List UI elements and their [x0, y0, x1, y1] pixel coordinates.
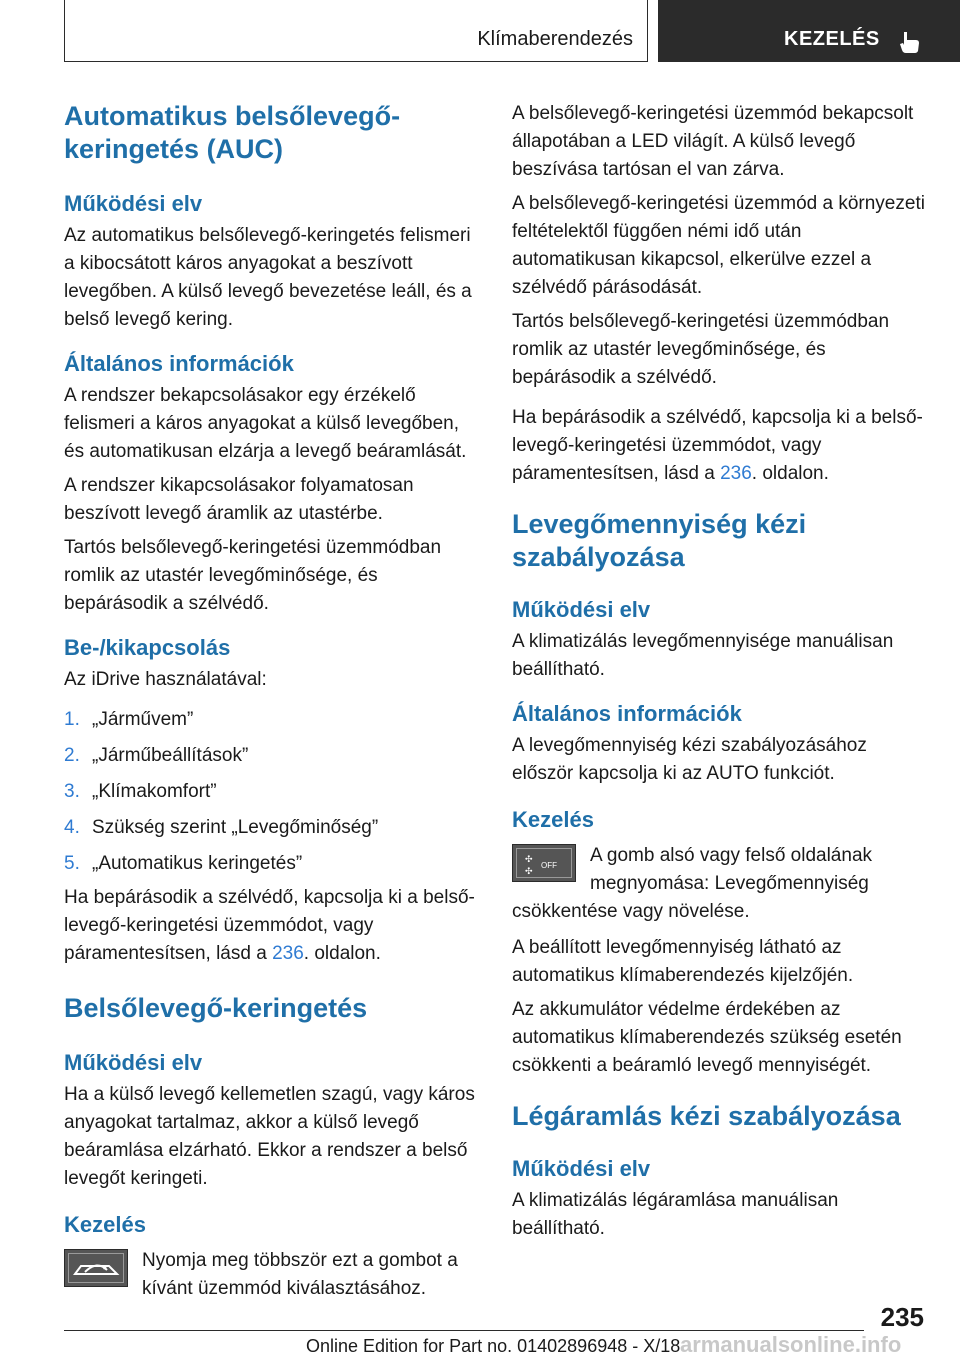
heading-general: Általános információk: [64, 351, 294, 376]
text-long: Tartós belsőlevegő-keringetési üzemmódban romlik az utastér levegőminősége, és bepárásodik a szélvédő.: [512, 311, 890, 388]
list-item: 5. „Automatikus keringetés”: [64, 853, 303, 874]
list-item: 4. Szükség szerint „Levegőminőség”: [64, 817, 379, 838]
heading-principle-right: Működési elv: [512, 597, 651, 622]
footer-divider: [64, 1330, 864, 1331]
heading-onoff: Be-/kikapcsolás: [64, 635, 231, 660]
text-general-1: A rendszer bekapcsolásakor egy érzékelő felismeri a káros anyagokat a külső levegőben, és automatikusan elzárja a levegő beáramlását.: [64, 385, 467, 462]
text-general-2: A rendszer kikapcsolásakor folyamatosan beszívott levegő áramlik az utastérbe.: [64, 475, 414, 524]
recirculation-car-icon: [64, 1249, 128, 1287]
page-link-236[interactable]: 236: [272, 943, 304, 964]
text-onoff: Az iDrive használatával:: [64, 669, 267, 690]
text-operation: Nyomja meg többször ezt a gombot a kívánt üzemmód kiválasztásához.: [142, 1250, 458, 1299]
text-principle-right-2: A klimatizálás légáramlása manuálisan beállítható.: [512, 1190, 839, 1239]
svg-text:✣: ✣: [525, 866, 533, 876]
heading-principle: Működési elv: [64, 191, 203, 216]
svg-text:✣: ✣: [525, 854, 533, 864]
heading-operation-right: Kezelés: [512, 807, 594, 832]
list-item: 3. „Klímakomfort”: [64, 781, 217, 802]
text-general-right: A levegőmennyiség kézi szabályozásához először kapcsolja ki az AUTO funkciót.: [512, 735, 867, 784]
steps-list: [64, 706, 478, 878]
heading-principle-right-2: Működési elv: [512, 1156, 651, 1181]
text-operation-right: A gomb alsó vagy felső oldalának megnyomása: Levegőmennyiség csökkentése vagy növelése.: [512, 845, 873, 922]
text-led: A belsőlevegő-keringetési üzemmód bekapcsolt állapotában a LED világít. A külső levegő beszívása tartósan el van zárva.: [512, 103, 914, 180]
text-principle-right: A klimatizálás levegőmennyisége manuálisan beállítható.: [512, 631, 894, 680]
page-number: 235: [880, 1302, 924, 1332]
heading-recirc: Belsőlevegő-keringetés: [64, 993, 368, 1023]
heading-principle-2: Működési elv: [64, 1050, 203, 1075]
heading-airflow: Légáramlás kézi szabályozása: [512, 1101, 901, 1131]
text-principle: Az automatikus belsőlevegő-keringetés felismeri a kibocsátott káros anyagokat a beszívott levegőben. A külső levegő bevezetése leáll, és a belső levegő kering.: [64, 225, 472, 330]
heading-general-right: Általános információk: [512, 701, 742, 726]
pointing-hand-icon: [898, 30, 920, 54]
header-chapter-box: [658, 0, 960, 62]
left-column: [64, 100, 478, 1303]
text-battery: Az akkumulátor védelme érdekében az automatikus klímaberendezés szükség esetén csökkenti a beáramló levegő mennyiségét.: [512, 999, 902, 1076]
section-title: Klímaberendezés: [477, 28, 633, 50]
header-section-box: [64, 0, 648, 62]
text-general-3: Tartós belsőlevegő-keringetési üzemmódban romlik az utastér levegőminősége, és bepárásodik a szélvédő.: [64, 537, 442, 614]
text-principle-2: Ha a külső levegő kellemetlen szagú, vagy káros anyagokat tartalmaz, akkor a külső levegő beáramlása elzárható. Ekkor a rendszer a belső levegőt keringeti.: [64, 1084, 475, 1189]
text-fog: Ha bepárásodik a szélvédő, kapcsolja ki a belső-levegő-keringetési üzemmódot, vagy páramentesítsen, lásd a 236. oldalon.: [64, 887, 475, 964]
text-auto-off: A belsőlevegő-keringetési üzemmód a környezeti feltételektől függően némi idő után automatikusan kikapcsol, elkerülve ezzel a szélvédő párásodását.: [512, 193, 925, 298]
text-display: A beállított levegőmennyiség látható az automatikus klímaberendezés kijelzőjén.: [512, 937, 854, 986]
svg-text:OFF: OFF: [541, 861, 557, 870]
list-item: 1. „Járművem”: [64, 709, 194, 730]
page-link-236[interactable]: 236: [720, 463, 752, 484]
heading-operation: Kezelés: [64, 1212, 146, 1237]
list-item: 2. „Járműbeállítások”: [64, 745, 249, 766]
fan-off-icon: [512, 844, 576, 882]
footer-edition: Online Edition for Part no. 01402896948 - X/18: [306, 1336, 681, 1356]
heading-auc: Automatikus belsőlevegő-keringetés (AUC): [64, 101, 401, 164]
heading-manual-air: Levegőmennyiség kézi szabályozása: [512, 509, 807, 572]
watermark-site: armanualsonline.info: [680, 1332, 902, 1357]
chapter-label: KEZELÉS: [784, 28, 880, 50]
text-fog-right: Ha bepárásodik a szélvédő, kapcsolja ki a belső-levegő-keringetési üzemmódot, vagy páramentesítsen, lásd a 236. oldalon.: [512, 407, 923, 484]
right-column: [512, 100, 926, 1243]
